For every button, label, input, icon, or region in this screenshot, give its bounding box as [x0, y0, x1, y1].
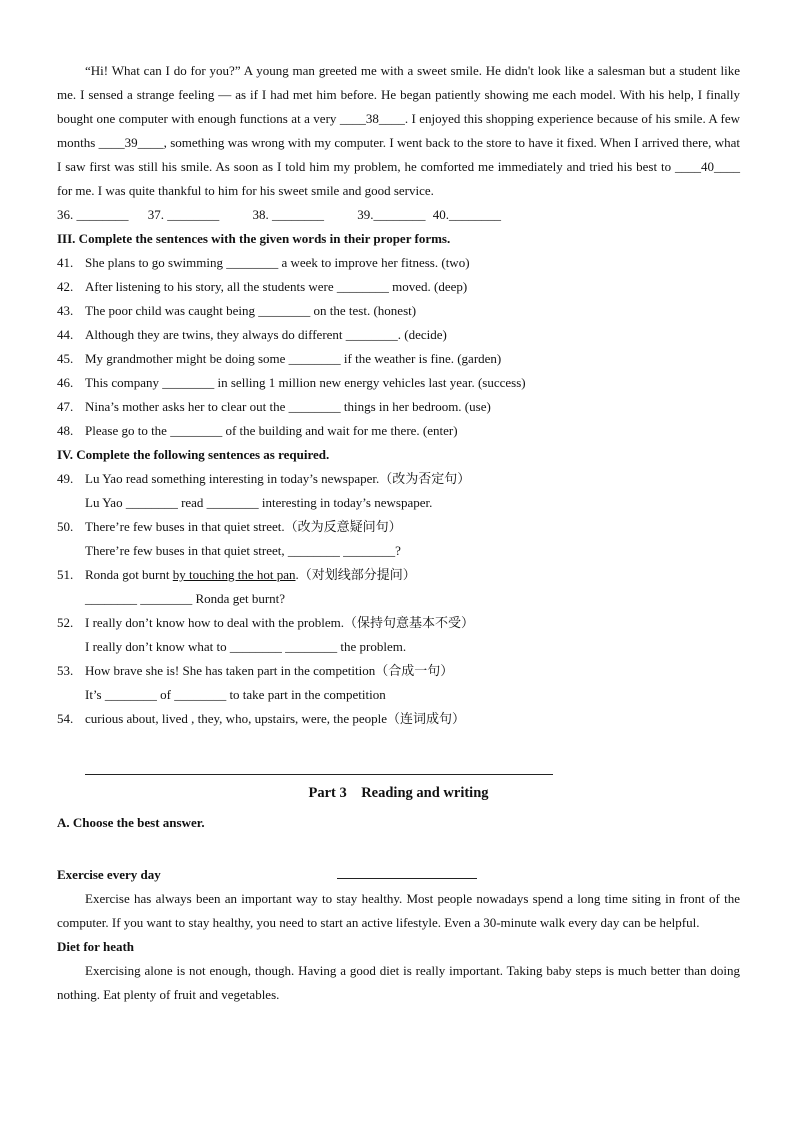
- question-item: 47. Nina’s mother asks her to clear out the ________ things in her bedroom. (use): [57, 399, 491, 414]
- question-item: 54. curious about, lived , they, who, upstairs, were, the people（连词成句）: [57, 711, 466, 726]
- answer-blanks-row: [57, 203, 740, 227]
- passage-paragraph: “Hi! What can I do for you?” A young man greeted me with a sweet smile. He didn't look like a salesman but a student like me. I sensed a strange feeling — as if I had met him before. He began patiently showing me each model. With his help, I finally bought one computer with enough functions at a very ____38____. I enjoyed this shopping experience because of his smile. A few months ____39____, something was wrong with my computer. I went back to the store to have it fixed. When I arrived there, what I saw first was still his smile. As soon as I told him my problem, he comforted me immediately and tried his best to ____40____ for me. I was quite thankful to him for his sweet smile and good service.: [57, 63, 740, 198]
- question-item: 53. How brave she is! She has taken part in the competition（合成一句）: [57, 663, 454, 678]
- question-item: 43. The poor child was caught being ________ on the test. (honest): [57, 303, 417, 318]
- subheading: Diet for heath: [57, 939, 135, 954]
- answer-blank[interactable]: 39.________: [357, 207, 426, 222]
- question-item: 49. Lu Yao read something interesting in today’s newspaper.（改为否定句）: [57, 471, 471, 486]
- blank-line: [337, 878, 477, 879]
- reading-paragraph: Exercise has always been an important way to stay healthy. Most people nowadays spend a long time siting in front of the computer. If you want to stay healthy, you need to start an active lifestyle. Even a 30-minute walk every day can be helpful.: [57, 891, 740, 930]
- answer-line[interactable]: ________ ________ Ronda get burnt?: [85, 591, 286, 606]
- question-item: 42. After listening to his story, all the students were ________ moved. (deep): [57, 279, 468, 294]
- section-heading: III. Complete the sentences with the given words in their proper forms.: [57, 231, 451, 246]
- section-heading: A. Choose the best answer.: [57, 815, 205, 830]
- question-item: 48. Please go to the ________ of the building and wait for me there. (enter): [57, 423, 458, 438]
- answer-underline[interactable]: [85, 774, 553, 775]
- question-item: 52. I really don’t know how to deal with the problem.（保持句意基本不受）: [57, 615, 474, 630]
- answer-blank[interactable]: 40.________: [432, 207, 501, 222]
- question-item: 45. My grandmother might be doing some ________ if the weather is fine. (garden): [57, 351, 502, 366]
- answer-blank[interactable]: 36. ________: [57, 207, 129, 222]
- question-item: 44. Although they are twins, they always do different ________. (decide): [57, 327, 447, 342]
- subheading: Exercise every day: [57, 867, 161, 882]
- question-item: 41. She plans to go swimming ________ a week to improve her fitness. (two): [57, 255, 470, 270]
- answer-line[interactable]: It’s ________ of ________ to take part in the competition: [85, 687, 386, 702]
- question-item: 50. There’re few buses in that quiet street.（改为反意疑问句）: [57, 519, 402, 534]
- question-item: 46. This company ________ in selling 1 million new energy vehicles last year. (success): [57, 375, 526, 390]
- answer-line[interactable]: Lu Yao ________ read ________ interesting in today’s newspaper.: [85, 495, 433, 510]
- underlined-phrase: by touching the hot pan: [172, 567, 296, 582]
- answer-blank[interactable]: 37. ________: [147, 207, 220, 222]
- question-item: 51. Ronda got burnt by touching the hot pan.（对划线部分提问）: [57, 567, 416, 582]
- answer-line[interactable]: I really don’t know what to ________ ________ the problem.: [85, 639, 407, 654]
- answer-line[interactable]: There’re few buses in that quiet street, ________ ________?: [85, 543, 401, 558]
- answer-blank[interactable]: 38. ________: [252, 207, 324, 222]
- reading-paragraph: Exercising alone is not enough, though. Having a good diet is really important. Taking baby steps is much better than doing nothing. Eat plenty of fruit and vegetables.: [57, 963, 740, 1002]
- worksheet-page: [57, 59, 740, 1007]
- part-title: Part 3 Reading and writing: [308, 785, 489, 801]
- section-heading: IV. Complete the following sentences as required.: [57, 447, 330, 462]
